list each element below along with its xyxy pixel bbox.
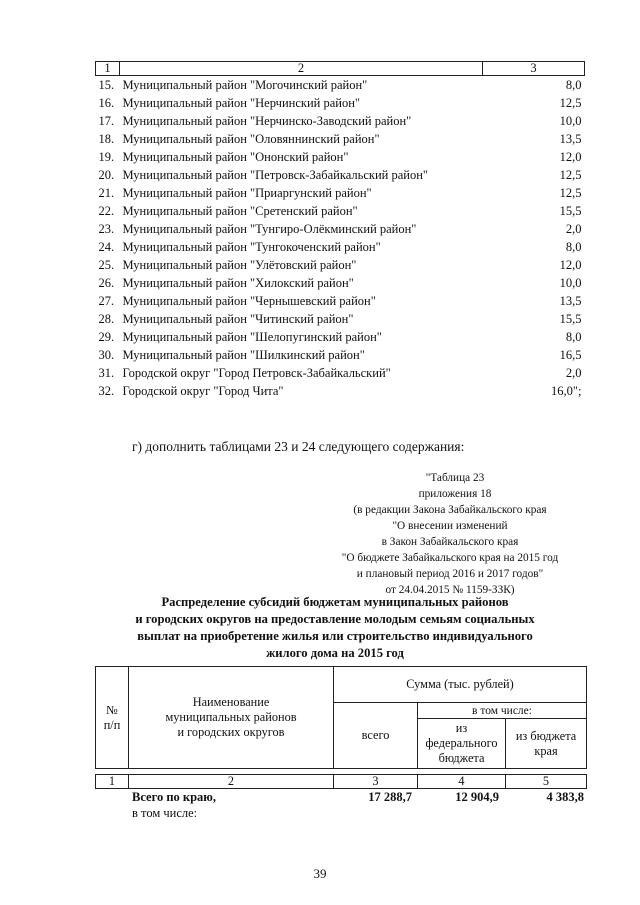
subsidy-table-header [95,666,587,789]
table-row [96,76,585,95]
row-number: 19. [98,150,115,164]
row-number: 24. [98,240,115,254]
index-cell-5: 5 [506,775,587,789]
table-row [96,292,585,310]
table-row [96,220,585,238]
row-value: 12,5 [559,186,582,200]
col-sum-header: Сумма (тыс. рублей) [334,667,587,703]
row-number: 25. [98,258,115,272]
index-cell-4: 4 [418,775,506,789]
row-value: 13,5 [559,132,582,146]
index-cell-3: 3 [334,775,418,789]
row-value: 8,0 [565,240,582,254]
top-table-header-1: 1 [96,62,120,76]
page-number: 39 [313,866,327,881]
row-name: Муниципальный район "Оловяннинский район" [122,132,380,146]
row-value: 15,5 [559,312,582,326]
row-value: 10,0 [559,114,582,128]
row-name: Муниципальный район "Петровск-Забайкальский район" [122,168,428,182]
row-name: Муниципальный район "Читинский район" [122,312,354,326]
index-cell-2: 2 [129,775,334,789]
row-value: 2,0 [565,222,582,236]
row-value: 10,0 [559,276,582,290]
total-value: 17 288,7 [368,790,412,804]
col-number-header: № п/п [96,667,129,769]
table-row [96,364,585,382]
col-regional-header: из бюджета края [506,719,587,769]
row-value: 8,0 [565,330,582,344]
row-number: 21. [98,186,115,200]
table-row [96,328,585,346]
top-table-header-2: 2 [120,62,483,76]
federal-value: 12 904,9 [455,790,499,804]
row-number: 22. [98,204,115,218]
row-number: 26. [98,276,115,290]
table-row [96,112,585,130]
row-name: Муниципальный район "Шилкинский район" [122,348,365,362]
row-name: Муниципальный район "Тунгокоченский район" [122,240,381,254]
caption-line: приложения 18 [418,488,492,500]
row-value: 2,0 [565,366,582,380]
row-name: Муниципальный район "Чернышевский район" [122,294,376,308]
intro-text: г) дополнить таблицами 23 и 24 следующего содержания: [132,439,465,454]
title-line: жилого дома на 2015 год [266,646,404,660]
col-federal-header: из федерального бюджета [418,719,506,769]
caption-line: "Таблица 23 [425,472,485,484]
row-value: 13,5 [559,294,582,308]
caption-line: в Закон Забайкальского края [381,536,519,548]
row-number: 16. [98,96,115,110]
row-number: 30. [98,348,115,362]
table-row [96,238,585,256]
table-row [96,94,585,112]
table-row [96,274,585,292]
total-label: Всего по краю, [132,790,216,804]
regional-value: 4 383,8 [546,790,584,804]
col-total-header: всего [334,703,418,769]
table-caption [300,470,600,598]
top-table-header [96,62,585,76]
row-name: Муниципальный район "Нерчинский район" [122,96,360,110]
col-name-header: Наименование муниципальных районов и городских округов [129,667,334,769]
table-row [96,382,585,400]
row-number: 17. [98,114,115,128]
row-number: 29. [98,330,115,344]
title-line: Распределение субсидий бюджетам муниципальных районов [161,595,509,609]
section-title [120,594,550,662]
table-row [96,148,585,166]
table-row [96,166,585,184]
row-value: 8,0 [565,78,582,92]
row-name: Муниципальный район "Шелопугинский район" [122,330,382,344]
top-table-header-3: 3 [483,62,585,76]
caption-line: "О внесении изменений [392,520,508,532]
row-name: Муниципальный район "Тунгиро-Олёкминский район" [122,222,417,236]
index-cell-1: 1 [96,775,129,789]
row-number: 23. [98,222,115,236]
row-number: 15. [98,78,115,92]
title-line: выплат на приобретение жилья или строительство индивидуального [137,629,533,643]
row-name: Муниципальный район "Могочинский район" [122,78,368,92]
caption-line: и плановый период 2016 и 2017 годов" [356,568,544,580]
row-name: Муниципальный район "Приаргунский район" [122,186,372,200]
row-name: Городской округ "Город Чита" [122,384,284,398]
row-number: 18. [98,132,115,146]
table-row [96,310,585,328]
caption-line: (в редакции Закона Забайкальского края [353,504,547,516]
row-value: 12,5 [559,96,582,110]
caption-line: "О бюджете Забайкальского края на 2015 год [341,552,559,564]
row-number: 32. [98,384,115,398]
caption-line: от 24.04.2015 № 1159-ЗЗК) [385,584,515,596]
row-value: 16,0"; [551,384,582,398]
table-row [96,256,585,274]
subtotal-label: в том числе: [132,806,198,820]
row-number: 20. [98,168,115,182]
row-value: 16,5 [559,348,582,362]
row-number: 28. [98,312,115,326]
row-name: Городской округ "Город Петровск-Забайкальский" [122,366,391,380]
table-row [96,130,585,148]
row-name: Муниципальный район "Хилокский район" [122,276,354,290]
top-table [95,61,585,400]
row-name: Муниципальный район "Нерчинско-Заводский район" [122,114,412,128]
row-value: 12,0 [559,150,582,164]
table-row [96,202,585,220]
row-value: 12,0 [559,258,582,272]
row-value: 15,5 [559,204,582,218]
row-name: Муниципальный район "Улётовский район" [122,258,357,272]
table-row [96,184,585,202]
row-number: 27. [98,294,115,308]
row-name: Муниципальный район "Сретенский район" [122,204,358,218]
row-number: 31. [98,366,115,380]
title-line: и городских округов на предоставление молодым семьям социальных [135,612,535,626]
col-including-header: в том числе: [418,703,587,719]
row-name: Муниципальный район "Ононский район" [122,150,349,164]
row-value: 12,5 [559,168,582,182]
table-row [96,346,585,364]
